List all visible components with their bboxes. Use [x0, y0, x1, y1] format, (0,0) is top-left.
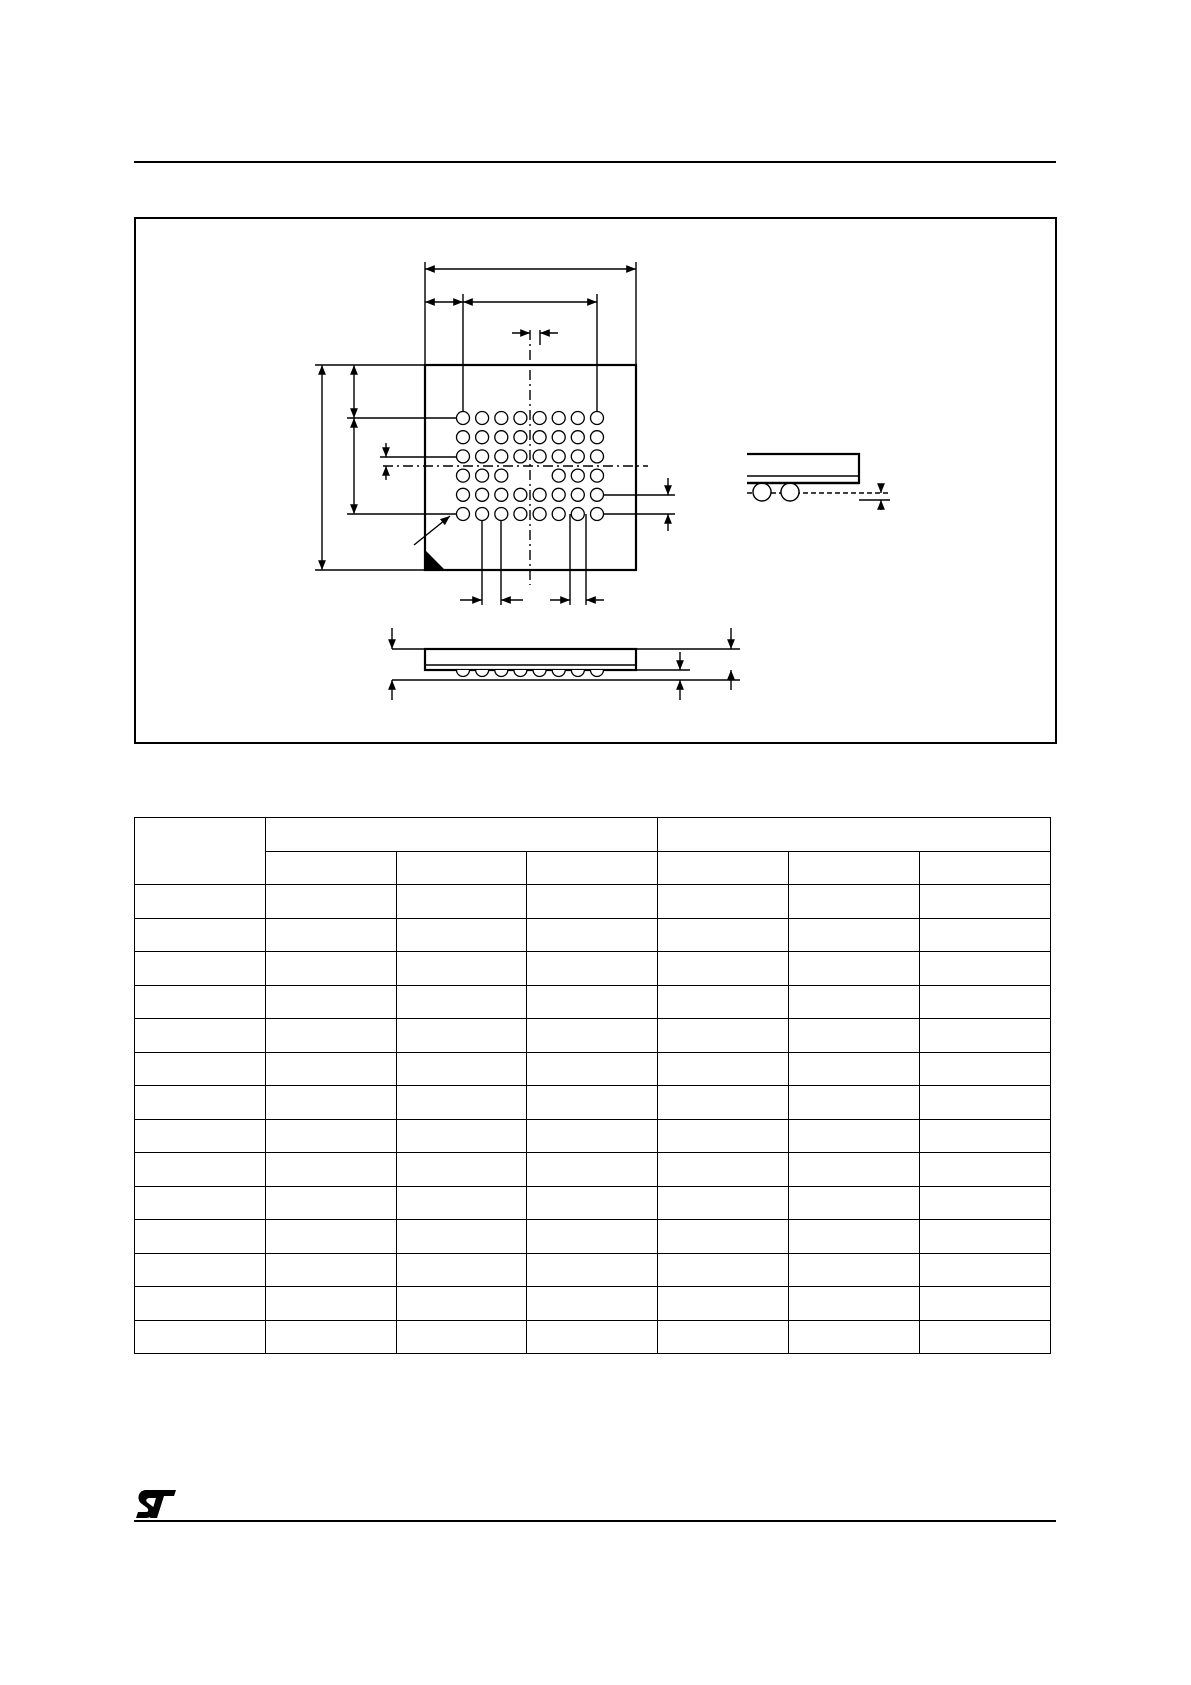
solder-ball: [495, 508, 508, 521]
table-row: [135, 1253, 1051, 1287]
solder-ball: [514, 431, 527, 444]
table-cell: [265, 952, 396, 986]
table-cell: [788, 1320, 919, 1354]
table-cell: [919, 985, 1050, 1019]
table-cell: [135, 1287, 266, 1321]
table-cell: [265, 918, 396, 952]
solder-ball: [591, 450, 604, 463]
table-row: [135, 1287, 1051, 1321]
solder-ball: [457, 488, 470, 501]
solder-ball: [495, 412, 508, 425]
solder-ball: [476, 431, 489, 444]
table-header-group-1: [265, 818, 657, 852]
table-cell: [396, 1253, 527, 1287]
table-cell: [396, 985, 527, 1019]
solder-ball: [591, 488, 604, 501]
table-cell: [396, 1119, 527, 1153]
solder-ball: [476, 412, 489, 425]
table-cell: [527, 1253, 658, 1287]
table-cell: [527, 1153, 658, 1187]
table-row: [135, 1220, 1051, 1254]
table-cell: [135, 1086, 266, 1120]
table-cell: [265, 851, 396, 885]
table-row: [135, 1320, 1051, 1354]
top-view: [315, 262, 675, 605]
table-cell: [265, 1019, 396, 1053]
table-cell: [919, 952, 1050, 986]
solder-ball: [552, 488, 565, 501]
solder-ball: [591, 508, 604, 521]
solder-ball: [476, 508, 489, 521]
package-body-side-view: [425, 649, 636, 670]
side-view-ball: [476, 670, 489, 677]
table-cell: [265, 1186, 396, 1220]
table-cell: [396, 952, 527, 986]
table-cell: [396, 885, 527, 919]
table-cell: [788, 918, 919, 952]
pin1-corner-marker: [425, 551, 444, 570]
solder-ball: [495, 450, 508, 463]
table-cell: [135, 1253, 266, 1287]
dimension-table: [134, 817, 1051, 1354]
solder-ball: [514, 450, 527, 463]
table-cell: [265, 1320, 396, 1354]
solder-ball: [476, 488, 489, 501]
side-view-ball: [571, 670, 584, 677]
table-row: [135, 1086, 1051, 1120]
table-cell: [527, 1019, 658, 1053]
table-cell: [658, 952, 789, 986]
table-row: [135, 1052, 1051, 1086]
solder-ball: [533, 412, 546, 425]
table-cell: [135, 1153, 266, 1187]
table-cell: [527, 851, 658, 885]
solder-ball: [591, 412, 604, 425]
solder-ball: [533, 508, 546, 521]
solder-ball: [552, 412, 565, 425]
solder-ball: [571, 488, 584, 501]
table-cell: [658, 1186, 789, 1220]
table-cell: [919, 1052, 1050, 1086]
side-view-ball: [514, 670, 527, 677]
table-cell: [919, 851, 1050, 885]
table-row: [135, 1019, 1051, 1053]
table-cell: [135, 985, 266, 1019]
detail-view: [747, 454, 890, 510]
table-cell: [788, 1086, 919, 1120]
table-cell: [265, 1153, 396, 1187]
table-cell: [919, 1186, 1050, 1220]
table-cell: [527, 952, 658, 986]
solder-ball: [571, 508, 584, 521]
table-cell: [135, 1186, 266, 1220]
table-cell: [788, 985, 919, 1019]
solder-ball: [476, 469, 489, 482]
table-cell: [788, 851, 919, 885]
table-cell: [788, 1186, 919, 1220]
table-cell: [396, 851, 527, 885]
side-view-ball: [590, 670, 603, 677]
table-cell: [527, 1220, 658, 1254]
table-cell: [788, 1253, 919, 1287]
solder-ball: [571, 469, 584, 482]
table-cell: [527, 985, 658, 1019]
table-cell: [919, 1287, 1050, 1321]
table-header-group-2: [658, 818, 1050, 852]
table-cell: [788, 1019, 919, 1053]
solder-ball: [533, 488, 546, 501]
table-cell: [135, 952, 266, 986]
solder-ball: [552, 450, 565, 463]
table-cell: [658, 1119, 789, 1153]
table-cell: [919, 1086, 1050, 1120]
table-cell: [788, 1119, 919, 1153]
solder-ball: [514, 488, 527, 501]
table-row: [135, 1153, 1051, 1187]
table-row: [135, 851, 1051, 885]
table-cell: [658, 1153, 789, 1187]
table-cell: [658, 1287, 789, 1321]
solder-ball: [571, 450, 584, 463]
table-cell: [265, 985, 396, 1019]
solder-ball: [552, 431, 565, 444]
table-cell: [658, 1086, 789, 1120]
table-cell: [919, 1153, 1050, 1187]
table-row: [135, 952, 1051, 986]
solder-ball: [476, 450, 489, 463]
solder-ball: [457, 431, 470, 444]
table-cell: [265, 1119, 396, 1153]
side-view-ball: [552, 670, 565, 677]
solder-ball: [457, 412, 470, 425]
table-header-symbol: [135, 818, 266, 885]
table-cell: [265, 1253, 396, 1287]
table-cell: [658, 1253, 789, 1287]
table-cell: [396, 1186, 527, 1220]
table-cell: [135, 1220, 266, 1254]
table-cell: [919, 885, 1050, 919]
table-row: [135, 818, 1051, 852]
solder-ball: [457, 469, 470, 482]
table-cell: [135, 918, 266, 952]
table-cell: [135, 1019, 266, 1053]
table-cell: [527, 1119, 658, 1153]
table-cell: [658, 918, 789, 952]
table-cell: [658, 1220, 789, 1254]
solder-ball: [591, 469, 604, 482]
side-view: [392, 628, 740, 700]
table-cell: [658, 885, 789, 919]
table-row: [135, 918, 1051, 952]
table-cell: [788, 1052, 919, 1086]
footer-rule: [134, 1520, 1056, 1522]
table-cell: [919, 1019, 1050, 1053]
table-cell: [396, 1019, 527, 1053]
solder-ball: [571, 431, 584, 444]
solder-ball: [552, 469, 565, 482]
table-cell: [527, 1086, 658, 1120]
ball-A1-leader: [414, 516, 450, 545]
side-view-ball: [457, 670, 470, 677]
table-row: [135, 1186, 1051, 1220]
table-cell: [919, 1253, 1050, 1287]
table-cell: [527, 1186, 658, 1220]
table-row: [135, 1119, 1051, 1153]
table-row: [135, 885, 1051, 919]
table-cell: [788, 1153, 919, 1187]
side-view-ball: [495, 670, 508, 677]
table-cell: [396, 1220, 527, 1254]
table-cell: [527, 918, 658, 952]
solder-ball: [495, 488, 508, 501]
solder-ball: [571, 412, 584, 425]
solder-ball: [533, 431, 546, 444]
table-cell: [788, 1287, 919, 1321]
detail-package-body: [747, 454, 859, 483]
table-cell: [265, 1086, 396, 1120]
table-cell: [265, 1052, 396, 1086]
solder-ball: [457, 450, 470, 463]
table-cell: [265, 1287, 396, 1321]
table-cell: [658, 985, 789, 1019]
solder-ball: [457, 508, 470, 521]
table-cell: [658, 1052, 789, 1086]
table-cell: [788, 1220, 919, 1254]
solder-ball: [591, 431, 604, 444]
side-view-ball: [533, 670, 546, 677]
table-cell: [396, 1086, 527, 1120]
table-cell: [919, 1320, 1050, 1354]
table-cell: [919, 1220, 1050, 1254]
table-cell: [135, 1119, 266, 1153]
table-cell: [135, 1052, 266, 1086]
table-cell: [658, 1019, 789, 1053]
table-cell: [788, 952, 919, 986]
table-row: [135, 985, 1051, 1019]
table-cell: [919, 918, 1050, 952]
table-cell: [527, 885, 658, 919]
solder-ball: [514, 508, 527, 521]
solder-ball: [533, 450, 546, 463]
table-cell: [396, 918, 527, 952]
table-cell: [919, 1119, 1050, 1153]
table-cell: [135, 885, 266, 919]
table-cell: [265, 885, 396, 919]
table-cell: [788, 885, 919, 919]
table-cell: [527, 1320, 658, 1354]
table-cell: [135, 1320, 266, 1354]
solder-ball: [495, 431, 508, 444]
table-cell: [658, 1320, 789, 1354]
solder-ball: [552, 508, 565, 521]
table-cell: [265, 1220, 396, 1254]
st-logo-icon: [134, 1488, 180, 1520]
table-cell: [396, 1287, 527, 1321]
table-cell: [396, 1153, 527, 1187]
solder-ball: [514, 412, 527, 425]
solder-ball: [495, 469, 508, 482]
table-cell: [527, 1287, 658, 1321]
table-cell: [527, 1052, 658, 1086]
table-cell: [658, 851, 789, 885]
table-cell: [396, 1320, 527, 1354]
table-cell: [396, 1052, 527, 1086]
